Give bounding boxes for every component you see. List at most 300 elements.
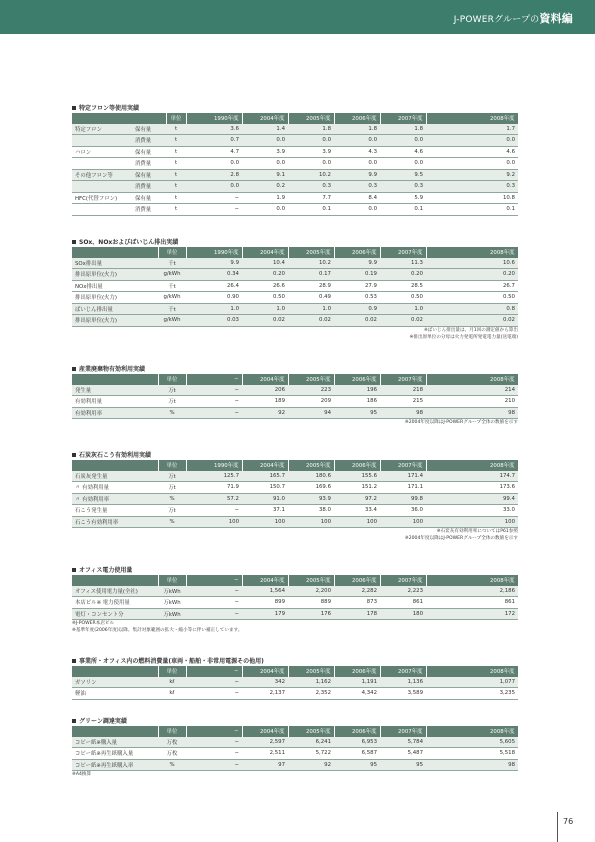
column-header-year: 2006年度 [334, 666, 380, 677]
value-cell: 5,784 [380, 737, 426, 748]
value-cell: 93.9 [288, 493, 334, 505]
value-cell: 0.3 [426, 181, 518, 193]
row-label: 石炭灰発生量 [72, 471, 158, 482]
value-cell: 196 [334, 385, 380, 396]
column-header-year: 2004年度 [242, 113, 288, 124]
value-cell: − [186, 586, 242, 597]
row-unit: % [158, 493, 186, 505]
table-row [72, 737, 518, 748]
table-header-row [72, 460, 518, 471]
row-label: 軽油 [72, 688, 158, 700]
value-cell: 1.0 [288, 303, 334, 315]
table-row [72, 169, 518, 181]
header-blank-cell [72, 460, 158, 471]
value-cell: 0.0 [242, 135, 288, 147]
header-section: 資料編 [539, 12, 573, 25]
bullet-square-icon [72, 367, 76, 371]
column-header-year: 2004年度 [242, 374, 288, 385]
row-sublabel: 保有量 [132, 124, 166, 135]
value-cell: 0.20 [426, 269, 518, 281]
section-title: 特定フロン等使用実績 [72, 104, 518, 113]
value-cell: 36.0 [380, 505, 426, 517]
table-header-row [72, 113, 518, 124]
section-title: 産業廃棄物有効利用実績 [72, 365, 518, 374]
row-label: 有効利用率 [72, 407, 158, 419]
row-label: SOx排出量 [72, 258, 158, 269]
value-cell: 210 [426, 396, 518, 408]
row-label: 〃 有効利用率 [72, 493, 158, 505]
notes [72, 620, 518, 634]
row-label: オフィス使用電力量(全社) [72, 586, 158, 597]
column-header-year: − [186, 374, 242, 385]
value-cell: − [186, 688, 242, 700]
row-sublabel: 消費量 [132, 181, 166, 193]
value-cell: 171.1 [380, 482, 426, 494]
row-unit: 千t [158, 280, 186, 292]
value-cell: 169.6 [288, 482, 334, 494]
column-header-year: 2004年度 [242, 666, 288, 677]
value-cell: 1,136 [380, 677, 426, 688]
value-cell: 206 [242, 385, 288, 396]
value-cell: − [186, 204, 242, 216]
value-cell: 1.0 [380, 303, 426, 315]
value-cell: 10.8 [426, 192, 518, 204]
table-header-row [72, 666, 518, 677]
column-header-year: 2005年度 [288, 726, 334, 737]
value-cell: 0.0 [380, 135, 426, 147]
value-cell: 215 [380, 396, 426, 408]
value-cell: 1,162 [288, 677, 334, 688]
row-label: 石こう発生量 [72, 505, 158, 517]
table-header-row [72, 247, 518, 258]
section-title: オフィス電力使用量 [72, 566, 518, 575]
value-cell: − [186, 759, 242, 771]
bullet-square-icon [72, 453, 76, 457]
row-unit: g/kWh [158, 269, 186, 281]
value-cell: 0.1 [288, 204, 334, 216]
value-cell: 7.7 [288, 192, 334, 204]
column-header-year: 2004年度 [242, 247, 288, 258]
value-cell: 1,191 [334, 677, 380, 688]
value-cell: 0.02 [242, 315, 288, 327]
office-power-table [72, 575, 519, 620]
value-cell: 342 [242, 677, 288, 688]
table-row [72, 135, 518, 147]
value-cell: 71.9 [186, 482, 242, 494]
table-row [72, 292, 518, 304]
column-header-year: 1990年度 [186, 247, 242, 258]
value-cell: 873 [334, 597, 380, 609]
value-cell: − [186, 505, 242, 517]
column-header-year: 2008年度 [426, 113, 518, 124]
column-header-year: 2004年度 [242, 575, 288, 586]
column-header-year: 2008年度 [426, 247, 518, 258]
column-header-year: 2006年度 [334, 575, 380, 586]
value-cell: 100 [426, 516, 518, 528]
row-label: 有効利用量 [72, 396, 158, 408]
value-cell: 0.8 [426, 303, 518, 315]
value-cell: 0.0 [334, 204, 380, 216]
value-cell: 899 [242, 597, 288, 609]
column-header-year: 2008年度 [426, 666, 518, 677]
value-cell: 8.4 [334, 192, 380, 204]
column-header-year: − [186, 575, 242, 586]
value-cell: 10.4 [242, 258, 288, 269]
value-cell: 0.50 [242, 292, 288, 304]
row-unit: kℓ [158, 688, 186, 700]
table-row [72, 146, 518, 158]
value-cell: 0.0 [186, 158, 242, 170]
value-cell: 26.4 [186, 280, 242, 292]
row-unit: 万t [158, 385, 186, 396]
value-cell: 0.0 [426, 135, 518, 147]
value-cell: 861 [380, 597, 426, 609]
value-cell: 150.7 [242, 482, 288, 494]
value-cell: 176 [288, 608, 334, 620]
row-sublabel: 消費量 [132, 135, 166, 147]
row-unit: kℓ [158, 677, 186, 688]
column-header-year: 2005年度 [288, 113, 334, 124]
footnote: ※J-POWER本店ビル [72, 621, 115, 626]
value-cell: 9.9 [334, 169, 380, 181]
value-cell: 0.34 [186, 269, 242, 281]
table-row [72, 303, 518, 315]
table-row [72, 505, 518, 517]
value-cell: 155.6 [334, 471, 380, 482]
table-row [72, 204, 518, 216]
value-cell: 95 [334, 759, 380, 771]
value-cell: 33.4 [334, 505, 380, 517]
row-label: コピー紙※購入量 [72, 737, 158, 748]
table-row [72, 124, 518, 135]
value-cell: 0.9 [334, 303, 380, 315]
row-label: 発生量 [72, 385, 158, 396]
column-header-year: 1990年度 [186, 113, 242, 124]
value-cell: 0.03 [186, 315, 242, 327]
column-header-year: 2007年度 [380, 726, 426, 737]
row-unit: % [158, 516, 186, 528]
value-cell: 98 [426, 759, 518, 771]
row-unit: g/kWh [158, 315, 186, 327]
value-cell: 99.4 [426, 493, 518, 505]
row-label: 石こう有効利用率 [72, 516, 158, 528]
value-cell: 0.7 [186, 135, 242, 147]
value-cell: − [186, 608, 242, 620]
column-header-year: 2008年度 [426, 575, 518, 586]
row-unit: t [166, 169, 186, 181]
value-cell: 0.50 [426, 292, 518, 304]
table-row [72, 597, 518, 609]
footnote: ※2004年度以降はJ-POWERグループ全体の数値を示す [404, 536, 518, 541]
value-cell: 0.20 [242, 269, 288, 281]
value-cell: 37.1 [242, 505, 288, 517]
value-cell: 94 [288, 407, 334, 419]
value-cell: 2,282 [334, 586, 380, 597]
value-cell: 0.19 [334, 269, 380, 281]
coal-ash-table [72, 460, 519, 528]
row-unit: g/kWh [158, 292, 186, 304]
column-header-year: 2006年度 [334, 460, 380, 471]
header-brand: J-POWERグループの [453, 15, 540, 25]
row-unit: 万枚 [158, 737, 186, 748]
header-title [454, 10, 573, 26]
header-blank-cell [72, 666, 158, 677]
value-cell: 4,342 [334, 688, 380, 700]
value-cell: 0.0 [334, 135, 380, 147]
value-cell: 186 [334, 396, 380, 408]
value-cell: 1,077 [426, 677, 518, 688]
value-cell: 9.9 [334, 258, 380, 269]
value-cell: − [186, 407, 242, 419]
value-cell: 5,518 [426, 748, 518, 760]
column-header-year: 2007年度 [380, 247, 426, 258]
value-cell: 179 [242, 608, 288, 620]
table-row [72, 280, 518, 292]
table-row [72, 482, 518, 494]
table-row [72, 385, 518, 396]
bullet-square-icon [72, 719, 76, 723]
value-cell: 889 [288, 597, 334, 609]
row-unit: t [166, 124, 186, 135]
value-cell: 1,564 [242, 586, 288, 597]
fluorocarbon-table [72, 113, 519, 216]
row-unit: t [166, 181, 186, 193]
row-label: 排出原単位(火力) [72, 292, 158, 304]
value-cell: 10.2 [288, 258, 334, 269]
value-cell: 11.3 [380, 258, 426, 269]
table-row [72, 759, 518, 771]
value-cell: 28.9 [288, 280, 334, 292]
table-row [72, 407, 518, 419]
value-cell: 3.6 [186, 124, 242, 135]
bullet-square-icon [72, 568, 76, 572]
value-cell: 98 [426, 407, 518, 419]
value-cell: 173.6 [426, 482, 518, 494]
value-cell: 1.8 [380, 124, 426, 135]
notes [72, 771, 518, 778]
row-unit: t [166, 204, 186, 216]
value-cell: 10.6 [426, 258, 518, 269]
value-cell: 0.2 [242, 181, 288, 193]
row-label [72, 181, 132, 193]
value-cell: 0.0 [242, 204, 288, 216]
value-cell: 4.6 [380, 146, 426, 158]
value-cell: 0.1 [426, 204, 518, 216]
section-fluorocarbon [72, 104, 518, 216]
value-cell: 861 [426, 597, 518, 609]
value-cell: − [186, 396, 242, 408]
value-cell: 95 [334, 407, 380, 419]
row-label: ガソリン [72, 677, 158, 688]
value-cell: 5,487 [380, 748, 426, 760]
fuel-table [72, 666, 519, 700]
row-unit: t [166, 135, 186, 147]
column-header-year: 2008年度 [426, 726, 518, 737]
value-cell: 57.2 [186, 493, 242, 505]
table-row [72, 181, 518, 193]
row-label: 〃 有効利用量 [72, 482, 158, 494]
table-header-row [72, 575, 518, 586]
bullet-square-icon [72, 659, 76, 663]
row-unit: 万kWh [158, 608, 186, 620]
page-divider [557, 812, 558, 842]
value-cell: 2,137 [242, 688, 288, 700]
table-row [72, 608, 518, 620]
table-header-row [72, 726, 518, 737]
value-cell: 100 [380, 516, 426, 528]
row-unit: 万kWh [158, 597, 186, 609]
value-cell: 0.0 [186, 181, 242, 193]
row-unit: 万枚 [158, 748, 186, 760]
row-label: 電灯・コンセント分 [72, 608, 158, 620]
footnote: ※基準年度(2006年度)以降、集計対象範囲の拡大・縮小等に伴い補正しています。 [72, 628, 243, 633]
value-cell: 4.7 [186, 146, 242, 158]
value-cell: 0.0 [426, 158, 518, 170]
row-unit: % [158, 407, 186, 419]
value-cell: 26.6 [242, 280, 288, 292]
value-cell: 0.17 [288, 269, 334, 281]
value-cell: 9.1 [242, 169, 288, 181]
value-cell: 1.8 [288, 124, 334, 135]
row-sublabel: 消費量 [132, 204, 166, 216]
value-cell: 3,589 [380, 688, 426, 700]
table-row [72, 192, 518, 204]
green-table [72, 726, 519, 771]
value-cell: 174.7 [426, 471, 518, 482]
value-cell: 97.2 [334, 493, 380, 505]
value-cell: 209 [288, 396, 334, 408]
column-header-year: 2007年度 [380, 460, 426, 471]
value-cell: 1.7 [426, 124, 518, 135]
row-sublabel: 保有量 [132, 169, 166, 181]
row-sublabel: 保有量 [132, 192, 166, 204]
value-cell: 218 [380, 385, 426, 396]
column-header-unit: 単位 [158, 460, 186, 471]
section-fuel [72, 657, 518, 700]
row-unit: 千t [158, 303, 186, 315]
value-cell: 98 [380, 407, 426, 419]
value-cell: − [186, 385, 242, 396]
column-header-unit: 単位 [158, 666, 186, 677]
row-label: NOx排出量 [72, 280, 158, 292]
value-cell: 6,241 [288, 737, 334, 748]
value-cell: 2.8 [186, 169, 242, 181]
table-row [72, 315, 518, 327]
section-sox-nox [72, 238, 518, 341]
header-blank-cell [72, 726, 158, 737]
value-cell: − [186, 737, 242, 748]
table-row [72, 493, 518, 505]
row-label [72, 204, 132, 216]
column-header-year: 2007年度 [380, 575, 426, 586]
waste-table [72, 374, 519, 419]
value-cell: 0.02 [426, 315, 518, 327]
value-cell: 99.8 [380, 493, 426, 505]
table-row [72, 158, 518, 170]
value-cell: 100 [334, 516, 380, 528]
column-header-unit: 単位 [166, 113, 186, 124]
value-cell: 92 [242, 407, 288, 419]
row-sublabel: 消費量 [132, 158, 166, 170]
value-cell: 3.9 [242, 146, 288, 158]
column-header-year: 2007年度 [380, 113, 426, 124]
value-cell: 27.9 [334, 280, 380, 292]
row-unit: % [158, 759, 186, 771]
column-header-year: − [186, 726, 242, 737]
value-cell: − [186, 748, 242, 760]
table-row [72, 586, 518, 597]
value-cell: 5,605 [426, 737, 518, 748]
row-sublabel: 保有量 [132, 146, 166, 158]
value-cell: 2,186 [426, 586, 518, 597]
value-cell: 6,587 [334, 748, 380, 760]
row-unit: t [166, 146, 186, 158]
value-cell: 0.50 [380, 292, 426, 304]
value-cell: 0.02 [288, 315, 334, 327]
column-header-year: 2006年度 [334, 726, 380, 737]
value-cell: − [186, 597, 242, 609]
value-cell: 0.90 [186, 292, 242, 304]
table-row [72, 471, 518, 482]
value-cell: 5,722 [288, 748, 334, 760]
row-label: ばいじん排出量 [72, 303, 158, 315]
table-row [72, 396, 518, 408]
value-cell: 0.0 [380, 158, 426, 170]
column-header-year: 2007年度 [380, 374, 426, 385]
header-blank-cell [72, 113, 166, 124]
section-title: 事業所・オフィス内の燃料消費量(車両・船舶・非常用電源その他用) [72, 657, 518, 666]
value-cell: 4.3 [334, 146, 380, 158]
row-unit: 万kWh [158, 586, 186, 597]
row-label: その他フロン等 [72, 169, 132, 181]
column-header-year: 2004年度 [242, 460, 288, 471]
table-row [72, 688, 518, 700]
column-header-year: 2006年度 [334, 113, 380, 124]
value-cell: 214 [426, 385, 518, 396]
bullet-square-icon [72, 106, 76, 110]
section-office-power [72, 566, 518, 634]
table-row [72, 516, 518, 528]
section-title: グリーン調達実績 [72, 717, 518, 726]
value-cell: 189 [242, 396, 288, 408]
value-cell: 0.3 [288, 181, 334, 193]
section-title: 石炭灰石こう有効利用実績 [72, 451, 518, 460]
column-header-year: 2007年度 [380, 666, 426, 677]
column-header-year: 2008年度 [426, 460, 518, 471]
sox-nox-table [72, 247, 519, 327]
section-industrial-waste [72, 365, 518, 426]
row-unit: 万t [158, 471, 186, 482]
notes [72, 419, 518, 426]
row-label: HFC(代替フロン) [72, 192, 132, 204]
value-cell: 95 [380, 759, 426, 771]
row-unit: 万t [158, 396, 186, 408]
value-cell: − [186, 192, 242, 204]
row-label: 本店ビル※ 電力使用量 [72, 597, 158, 609]
value-cell: 100 [242, 516, 288, 528]
value-cell: 0.0 [242, 158, 288, 170]
value-cell: 1.0 [242, 303, 288, 315]
row-label: コピー紙※再生紙購入率 [72, 759, 158, 771]
column-header-year: 2004年度 [242, 726, 288, 737]
value-cell: 223 [288, 385, 334, 396]
value-cell: 0.02 [380, 315, 426, 327]
value-cell: 9.5 [380, 169, 426, 181]
value-cell: 171.4 [380, 471, 426, 482]
row-unit: 万t [158, 482, 186, 494]
value-cell: 100 [288, 516, 334, 528]
column-header-year: 2005年度 [288, 575, 334, 586]
